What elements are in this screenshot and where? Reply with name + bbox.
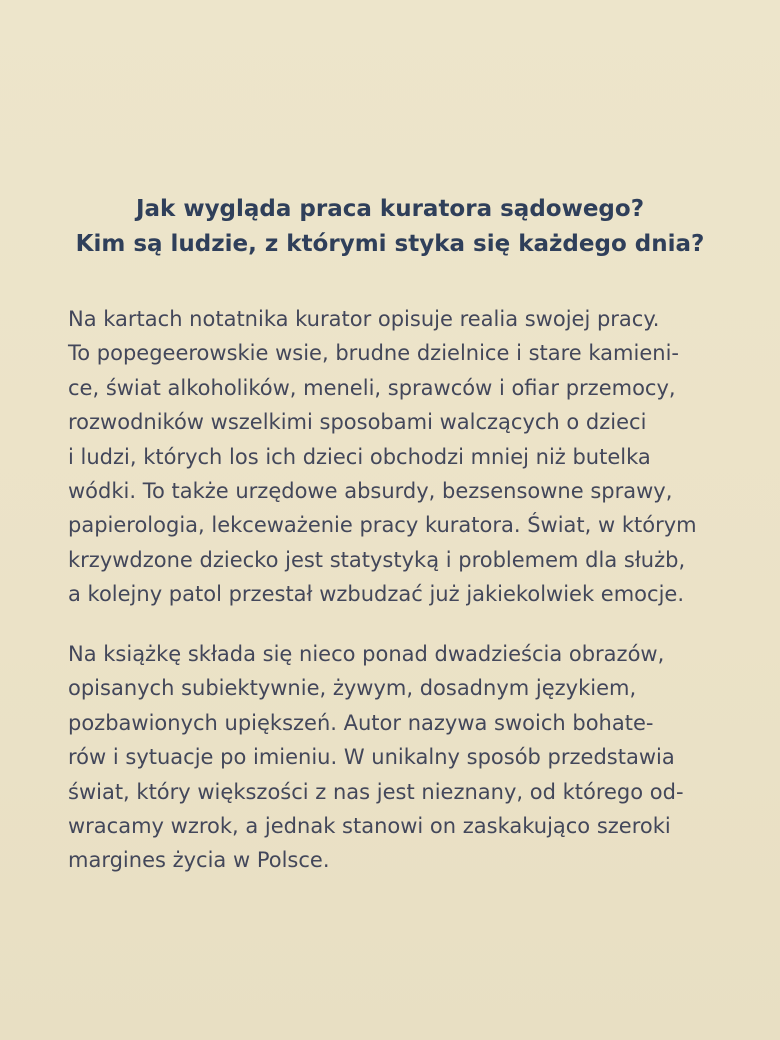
paragraph-line: wracamy wzrok, a jednak stanowi on zaskakująco szeroki: [68, 814, 671, 839]
headline-line-2: Kim są ludzie, z którymi styka się każdego dnia?: [75, 231, 705, 257]
paragraph-line: rów i sytuacje po imieniu. W unikalny sposób przedstawia: [68, 745, 675, 770]
paragraph-line: papierologia, lekceważenie pracy kuratora. Świat, w którym: [68, 513, 697, 538]
description-paragraph-1: [68, 302, 708, 612]
paragraph-line: krzywdzone dziecko jest statystyką i problemem dla służb,: [68, 547, 686, 572]
paragraph-line: świat, który większości z nas jest nieznany, od którego od-: [68, 779, 684, 804]
paragraph-line: To popegeerowskie wsie, brudne dzielnice i stare kamieni-: [68, 341, 679, 366]
paragraph-line: a kolejny patol przestał wzbudzać już jakiekolwiek emocje.: [68, 582, 684, 607]
paragraph-line: opisanych subiektywnie, żywym, dosadnym językiem,: [68, 676, 637, 701]
paragraph-line: margines życia w Polsce.: [68, 848, 330, 873]
paragraph-line: Na kartach notatnika kurator opisuje realia swojej pracy.: [68, 307, 660, 331]
paragraph-line: wódki. To także urzędowe absurdy, bezsensowne sprawy,: [68, 479, 673, 504]
description-paragraph-2: [68, 637, 708, 878]
paragraph-line: i ludzi, których los ich dzieci obchodzi mniej niż butelka: [68, 444, 651, 469]
paragraph-line: pozbawionych upiększeń. Autor nazywa swoich bohate-: [68, 710, 654, 735]
paragraph-line: Na książkę składa się nieco ponad dwadzieścia obrazów,: [68, 642, 665, 666]
headline: [0, 192, 780, 262]
paragraph-line: ce, świat alkoholików, meneli, sprawców i ofiar przemocy,: [68, 375, 676, 400]
headline-line-1: Jak wygląda praca kuratora sądowego?: [135, 196, 645, 222]
paragraph-line: rozwodników wszelkimi sposobami walczących o dzieci: [68, 410, 647, 435]
